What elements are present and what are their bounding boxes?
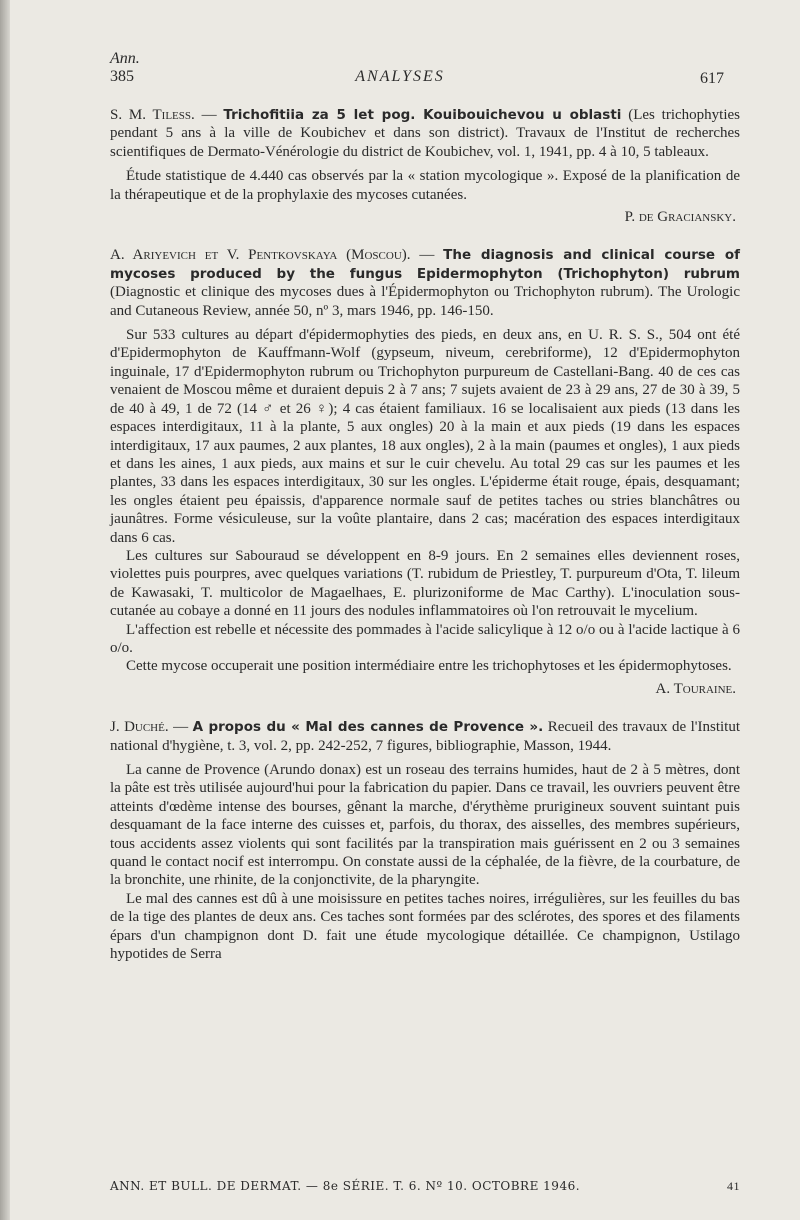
article-citation: (Les trichophyties pendant 5 ans à la ville de Koubichev et dans son district). Travaux de l'Institut de recherches scientifiques de Dermato-Vénérologie du district de Koubichev, vol. 1, 1941, pp. 4 à 10, 5 tableaux. — [110, 107, 740, 160]
article-paragraph: Le mal des cannes est dû à une moisissure en petites taches noires, irrégulières, sur les feuilles du bas de la tige des plantes de deux ans. Ces taches sont formées par des sclérotes, des spores et des filaments épars d'un champignon dont D. fait une étude mycologique détaillée. Ce champignon, Ustilago hypotides de Serra — [110, 890, 740, 963]
journal-abbrev: Ann. — [110, 50, 140, 67]
article-ariyevich — [110, 246, 740, 698]
article-authors: S. M. Tiless. — [110, 107, 195, 123]
article-heading — [110, 106, 740, 161]
article-paragraph: Les cultures sur Sabouraud se développent en 8-9 jours. En 2 semaines elles deviennent roses, violettes puis pourpres, avec quelques variations (T. rubidum de Priestley, T. purpureum d'Ota, T. lileum de Kawasaki, T. multicolor de Magaelhaes, E. plurizoniforme de Mac Carthy). L'inoculation sous-cutanée au cobaye a donné en 11 jours des nodules inflammatoires où l'on retrouvait le mycelium. — [110, 547, 740, 620]
dash: — — [410, 247, 444, 264]
article-citation: Recueil des travaux de l'Institut national d'hygiène, t. 3, vol. 2, pp. 242-252, 7 figures, bibliographie, Masson, 1944. — [110, 719, 740, 754]
dash: — — [194, 107, 224, 123]
article-citation: (Diagnostic et clinique des mycoses dues à l'Épidermophyton ou Trichophyton rubrum). The Urologic and Cutaneous Review, année 50, nº 3, mars 1946, pp. 146-150. — [110, 284, 740, 319]
article-authors: A. Ariyevich et V. Pentkovskaya (Moscou). — [110, 247, 411, 264]
article-paragraph: La canne de Provence (Arundo donax) est un roseau des terrains humides, haut de 2 à 5 mètres, dont la pâte est très utilisée aujourd'hui pour la fabrication du papier. Dans ce travail, les ouvriers peuvent être atteints d'œdème intense des bourses, gênant la marche, d'érythème prurigineux souvent suintant puis desquamant de la face interne des cuisses et, parfois, du thorax, des aisselles, des membres supérieurs, tous accidents assez violents qui sont facilités par la transpiration mais guérissent en 2 ou 3 semaines quand le contact nocif est interrompu. On constate aussi de la céphalée, de la fièvre, de la courbature, de la bronchite, une rhinite, de la conjonctivite, de la pharyngite. — [110, 762, 740, 889]
footer-journal-line: ANN. ET BULL. DE DERMAT. — 8e SÉRIE. T. 6. Nº 10. OCTOBRE 1946. — [110, 1179, 581, 1193]
dash: — — [168, 719, 193, 736]
article-paragraph: L'affection est rebelle et nécessite des pommades à l'acide salicylique à 12 o/o ou à l'acide lactique à 6 o/o. — [110, 621, 740, 656]
footer-signature-number: 41 — [727, 1179, 740, 1193]
page-number: 617 — [700, 70, 724, 87]
article-title: Trichofitiia za 5 let pog. Kouibouichevou u oblasti — [223, 107, 622, 123]
article-signer: A. Touraine. — [655, 680, 736, 697]
article-signer: P. de Graciansky. — [624, 209, 736, 226]
article-duche — [110, 718, 740, 963]
article-paragraph: Cette mycose occuperait une position intermédiaire entre les trichophytoses et les épidermophytoses. — [126, 658, 732, 675]
page-content — [110, 106, 740, 963]
article-paragraph: Étude statistique de 4.440 cas observés par la « station mycologique ». Exposé de la planification de la thérapeutique et de la prophylaxie des mycoses cutanées. — [110, 168, 740, 203]
journal-volume: 385 — [110, 68, 134, 85]
article-tiless — [110, 106, 740, 226]
article-authors: J. Duché. — [110, 719, 169, 736]
article-title: A propos du « Mal des cannes de Provence ». — [192, 719, 544, 736]
article-title: The diagnosis and clinical course of mycoses produced by the fungus Epidermophyton (Trichophyton) rubrum — [110, 247, 740, 282]
article-heading — [110, 246, 740, 320]
article-paragraph: Sur 533 cultures au départ d'épidermophyties des pieds, en deux ans, en U. R. S. S., 504 ont été d'Epidermophyton de Kauffmann-Wolf (gypseum, niveum, cerebriforme), 12 d'Epidermophyton inguinale, 17 d'Epidermophyton rubrum ou Trichophyton purpureum de Castellani-Bang. 40 de ces cas venaient de Moscou même et duraient depuis 2 à 7 ans; 7 sujets avaient de 23 à 29 ans, 27 de 30 à 39, 5 de 40 à 49, 1 de 72 (14 ♂ et 26 ♀); 4 cas étaient familiaux. 16 se localisaient aux pieds (13 dans les espaces interdigitaux, 11 à la plante, 5 aux ongles) 20 à la main et aux pieds (19 dans les espaces interdigitaux, 17 aux paumes, 2 aux plantes, 18 aux ongles), 2 à la main (paumes et ongles), 1 aux pieds et dans les aines, 1 aux pieds, aux mains et sur le cuir chevelu. Au total 29 cas sur les paumes et les plantes, 33 dans les espaces interdigitaux, 30 sur les ongles. L'épiderme était rouge, épais, desquamant; les ongles étaient peu épaissis, d'apparence normale sauf de petites taches ou stries blanchâtres ou jaunâtres. Forme vésiculeuse, sur la voûte plantaire, dans 2 cas; macération des espaces interdigitaux dans 6 cas. — [110, 327, 740, 546]
page-footer — [110, 1179, 740, 1194]
article-heading — [110, 718, 740, 755]
section-title: ANALYSES — [355, 68, 445, 85]
